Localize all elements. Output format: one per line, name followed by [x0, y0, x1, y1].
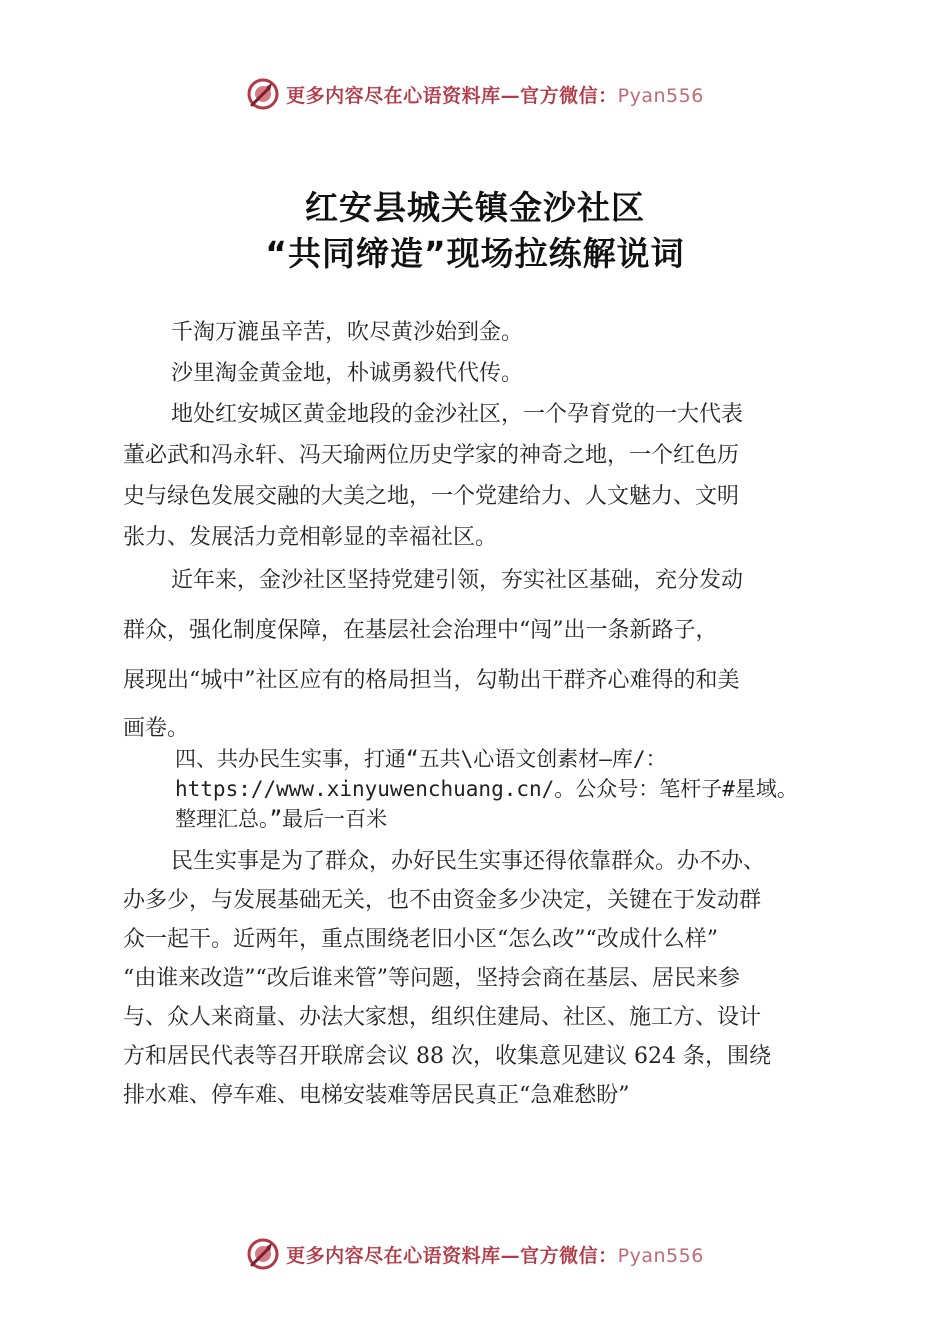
- page-title-line-2: “共同缔造”现场拉练解说词: [265, 234, 685, 273]
- paragraph-3: [123, 842, 843, 1115]
- paragraph-2: [123, 558, 843, 750]
- poem: [123, 312, 843, 394]
- xinyu-logo-icon: [246, 77, 280, 111]
- paragraph-line: 众一起干。近两年，重点围绕老旧小区“怎么改”“改成什么样”: [123, 927, 718, 952]
- paragraph-line: 展现出“城中”社区应有的格局担当，勾勒出干群齐心难得的和美: [123, 668, 740, 693]
- paragraph-line: “由谁来改造”“改后谁来管”等问题，坚持会商在基层、居民来参: [123, 966, 740, 991]
- paragraph-line: 办多少，与发展基础无关，也不由资金多少决定，关键在于发动群: [123, 888, 762, 913]
- section-heading-line: 整理汇总。”最后一百米: [175, 807, 388, 831]
- paragraph-line: 群众，强化制度保障，在基层社会治理中“闯”出一条新路子，: [123, 618, 718, 643]
- section-heading: [175, 744, 855, 834]
- footer-banner-handle: Pyan556: [617, 1244, 704, 1267]
- paragraph-line: 董必武和冯永轩、冯天瑜两位历史学家的神奇之地，一个红色历: [123, 443, 740, 468]
- paragraph-line: 画卷。: [123, 716, 190, 741]
- footer-banner-text: 更多内容尽在心语资料库—官方微信：Pyan556: [286, 1244, 704, 1267]
- header-banner-text: 更多内容尽在心语资料库—官方微信：Pyan556: [286, 84, 704, 107]
- section-heading-line: https://www.xinyuwenchuang.cn/。公众号：笔杆子#星域。: [175, 777, 798, 801]
- paragraph-line: 排水难、停车难、电梯安装难等居民真正“急难愁盼”: [123, 1083, 630, 1108]
- poem-line: 沙里淘金黄金地，朴诚勇毅代代传。: [171, 361, 524, 386]
- paragraph-line: 民生实事是为了群众，办好民生实事还得依靠群众。办不办、: [171, 849, 766, 874]
- paragraph-line: 近年来，金沙社区坚持党建引领，夯实社区基础，充分发动: [171, 568, 744, 593]
- paragraph-line: 地处红安城区黄金地段的金沙社区，一个孕育党的一大代表: [171, 402, 744, 427]
- paragraph-line: 张力、发展活力竞相彰显的幸福社区。: [123, 525, 498, 550]
- header-banner-handle: Pyan556: [617, 84, 704, 107]
- header-watermark-banner: [0, 72, 950, 116]
- xinyu-logo-icon: [246, 1237, 280, 1271]
- paragraph-line: 方和居民代表等召开联席会议 88 次，收集意见建议 624 条，围绕: [123, 1044, 771, 1069]
- footer-watermark-banner: [0, 1232, 950, 1276]
- paragraph-1: [123, 394, 843, 558]
- section-heading-line: 四、共办民生实事，打通“五共\心语文创素材—库/：: [175, 747, 667, 771]
- paragraph-line: 史与绿色发展交融的大美之地，一个党建给力、人文魅力、文明: [123, 484, 740, 509]
- paragraph-line: 与、众人来商量、办法大家想，组织住建局、社区、施工方、设计: [123, 1005, 762, 1030]
- page-title-line-1: 红安县城关镇金沙社区: [305, 188, 645, 227]
- poem-line: 千淘万漉虽辛苦，吹尽黄沙始到金。: [171, 320, 524, 345]
